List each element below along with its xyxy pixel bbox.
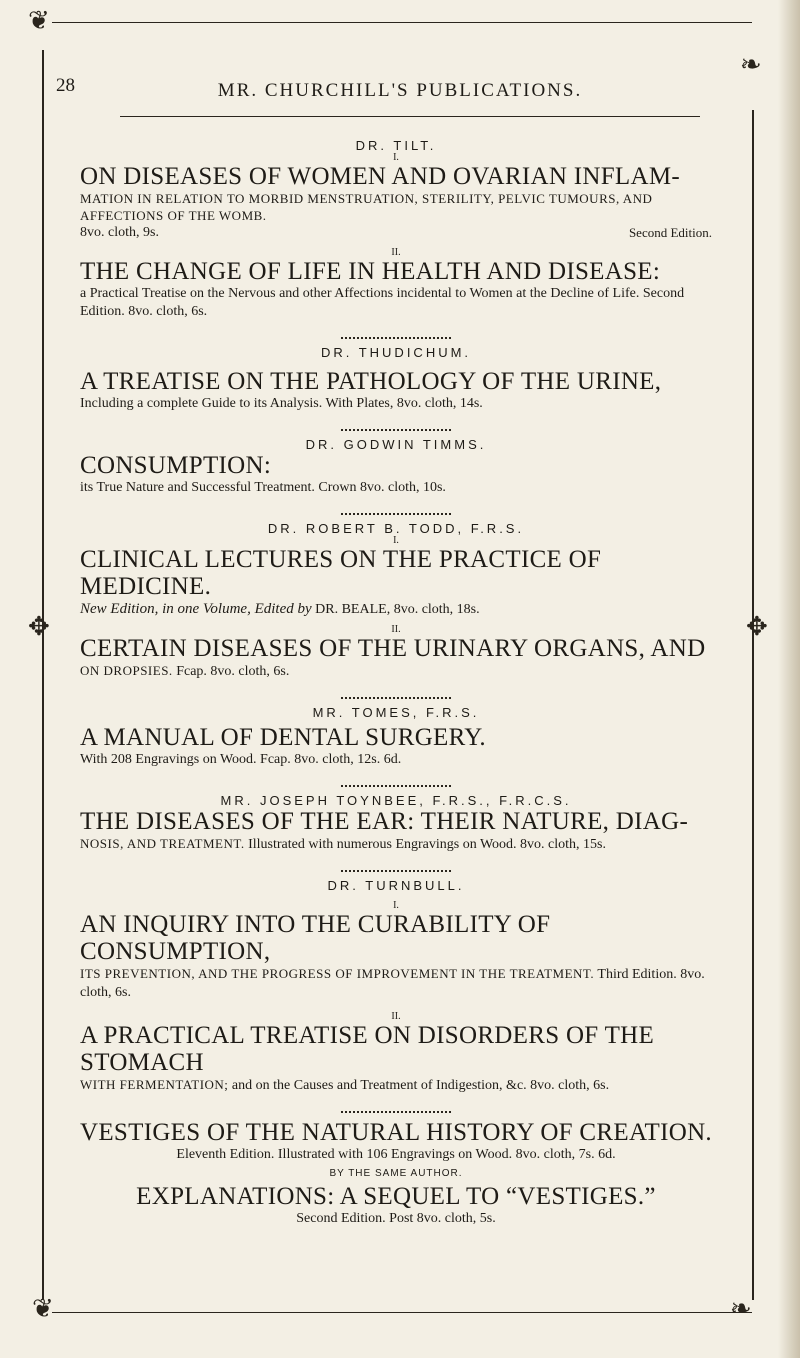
work-numeral: II. bbox=[391, 1011, 401, 1022]
author-name: MR. JOSEPH TOYNBEE, F.R.S., F.R.C.S. bbox=[220, 793, 572, 808]
corner-ornament-icon: ❦ bbox=[32, 1294, 54, 1324]
work-title: CERTAIN DISEASES OF THE URINARY ORGANS, AND bbox=[80, 635, 706, 662]
work-numeral: II. bbox=[391, 247, 401, 258]
catalogue-content bbox=[80, 138, 712, 1238]
work-details bbox=[80, 835, 712, 854]
top-border-rule bbox=[52, 22, 752, 23]
section-divider bbox=[341, 779, 451, 787]
entry-tomes bbox=[80, 705, 712, 769]
entry-vestiges bbox=[80, 1119, 712, 1228]
corner-ornament-icon: ❧ bbox=[730, 1294, 752, 1324]
section-divider bbox=[341, 1105, 451, 1113]
work-format: Third Edition. 8vo. cloth, 6s. bbox=[80, 967, 705, 1000]
entry-turnbull bbox=[80, 878, 712, 1095]
side-ornament-icon: ✥ bbox=[746, 612, 768, 642]
author-name: DR. TURNBULL. bbox=[327, 878, 465, 893]
work-title: ON DISEASES OF WOMEN AND OVARIAN INFLAM- bbox=[80, 163, 680, 190]
work-format: Illustrated with numerous Engravings on Wood. 8vo. cloth, 15s. bbox=[248, 837, 607, 852]
work-title: EXPLANATIONS: A SEQUEL TO “VESTIGES.” bbox=[136, 1183, 656, 1210]
page-number: 28 bbox=[56, 75, 75, 96]
entry-thudichum bbox=[80, 345, 712, 413]
section-divider bbox=[341, 507, 451, 515]
author-name: DR. THUDICHUM. bbox=[320, 345, 472, 360]
work-details: Second Edition. Post 8vo. cloth, 5s. bbox=[296, 1211, 496, 1226]
entry-tilt bbox=[80, 138, 712, 321]
work-numeral: I. bbox=[393, 152, 399, 163]
work-title: A MANUAL OF DENTAL SURGERY. bbox=[80, 724, 486, 751]
work-title: A PRACTICAL TREATISE ON DISORDERS OF THE STOMACH bbox=[80, 1022, 655, 1076]
running-head: MR. CHURCHILL'S PUBLICATIONS. bbox=[217, 80, 583, 101]
section-divider bbox=[341, 864, 451, 872]
work-details bbox=[80, 965, 712, 1002]
work-subtitle: ON DROPSIES. bbox=[80, 663, 173, 678]
header-rule bbox=[120, 116, 700, 117]
section-divider bbox=[341, 331, 451, 339]
author-name: MR. TOMES, F.R.S. bbox=[312, 705, 480, 720]
work-details: Including a complete Guide to its Analysis. With Plates, 8vo. cloth, 14s. bbox=[80, 396, 483, 411]
work-details bbox=[80, 1076, 712, 1095]
side-ornament-icon: ✥ bbox=[28, 612, 50, 642]
work-title: A TREATISE ON THE PATHOLOGY OF THE URINE, bbox=[80, 368, 662, 395]
work-subtitle: ITS PREVENTION, AND THE PROGRESS OF IMPROVEMENT IN THE TREATMENT. bbox=[80, 966, 595, 981]
work-numeral: II. bbox=[391, 624, 401, 635]
work-subtitle: WITH FERMENTATION; bbox=[80, 1077, 229, 1092]
byline: BY THE SAME AUTHOR. bbox=[329, 1168, 463, 1179]
right-border-rule bbox=[752, 110, 754, 1300]
author-name: DR. GODWIN TIMMS. bbox=[305, 437, 487, 452]
work-format: DR. BEALE, 8vo. cloth, 18s. bbox=[315, 602, 480, 617]
work-numeral: I. bbox=[393, 535, 399, 546]
section-divider bbox=[341, 423, 451, 431]
entry-timms bbox=[80, 437, 712, 497]
work-subtitle: NOSIS, AND TREATMENT. bbox=[80, 836, 245, 851]
work-format: and on the Causes and Treatment of Indigestion, &c. 8vo. cloth, 6s. bbox=[231, 1078, 610, 1093]
bottom-border-rule bbox=[52, 1312, 752, 1313]
work-details bbox=[80, 600, 712, 619]
work-title: VESTIGES OF THE NATURAL HISTORY OF CREATION. bbox=[80, 1119, 712, 1146]
work-details bbox=[80, 662, 712, 681]
work-format: 8vo. cloth, 9s. bbox=[80, 225, 159, 240]
work-subtitle: MATION IN RELATION TO MORBID MENSTRUATION, STERILITY, PELVIC TUMOURS, AND AFFECTIONS OF THE WOMB. bbox=[80, 191, 653, 223]
work-details bbox=[80, 224, 712, 242]
work-details: a Practical Treatise on the Nervous and other Affections incidental to Women at the Decline of Life. Second Edition. 8vo. cloth, 6s. bbox=[80, 286, 685, 319]
work-edition: Second Edition. bbox=[628, 225, 712, 240]
page-edge-shadow bbox=[778, 0, 800, 1358]
work-details: With 208 Engravings on Wood. Fcap. 8vo. cloth, 12s. 6d. bbox=[80, 752, 402, 767]
work-title: AN INQUIRY INTO THE CURABILITY OF CONSUMPTION, bbox=[80, 911, 551, 965]
work-numeral: I. bbox=[393, 900, 399, 911]
author-name: DR. TILT. bbox=[355, 138, 437, 153]
work-title: CLINICAL LECTURES ON THE PRACTICE OF MEDICINE. bbox=[80, 546, 602, 600]
work-title: CONSUMPTION: bbox=[80, 452, 272, 479]
entry-todd bbox=[80, 521, 712, 681]
author-name: DR. ROBERT B. TODD, F.R.S. bbox=[267, 521, 525, 536]
entry-toynbee bbox=[80, 793, 712, 854]
work-title: THE CHANGE OF LIFE IN HEALTH AND DISEASE: bbox=[80, 258, 661, 285]
section-divider bbox=[341, 691, 451, 699]
work-details: its True Nature and Successful Treatment. Crown 8vo. cloth, 10s. bbox=[80, 480, 446, 495]
work-edition-note: New Edition, in one Volume, Edited by bbox=[80, 601, 312, 617]
left-border-rule bbox=[42, 50, 44, 1300]
work-title: THE DISEASES OF THE EAR: THEIR NATURE, DIAG- bbox=[80, 808, 689, 835]
work-format: Fcap. 8vo. cloth, 6s. bbox=[176, 664, 290, 679]
corner-ornament-icon: ❧ bbox=[740, 50, 762, 80]
work-details: Eleventh Edition. Illustrated with 106 Engravings on Wood. 8vo. cloth, 7s. 6d. bbox=[176, 1147, 616, 1162]
corner-ornament-icon: ❦ bbox=[28, 6, 50, 36]
